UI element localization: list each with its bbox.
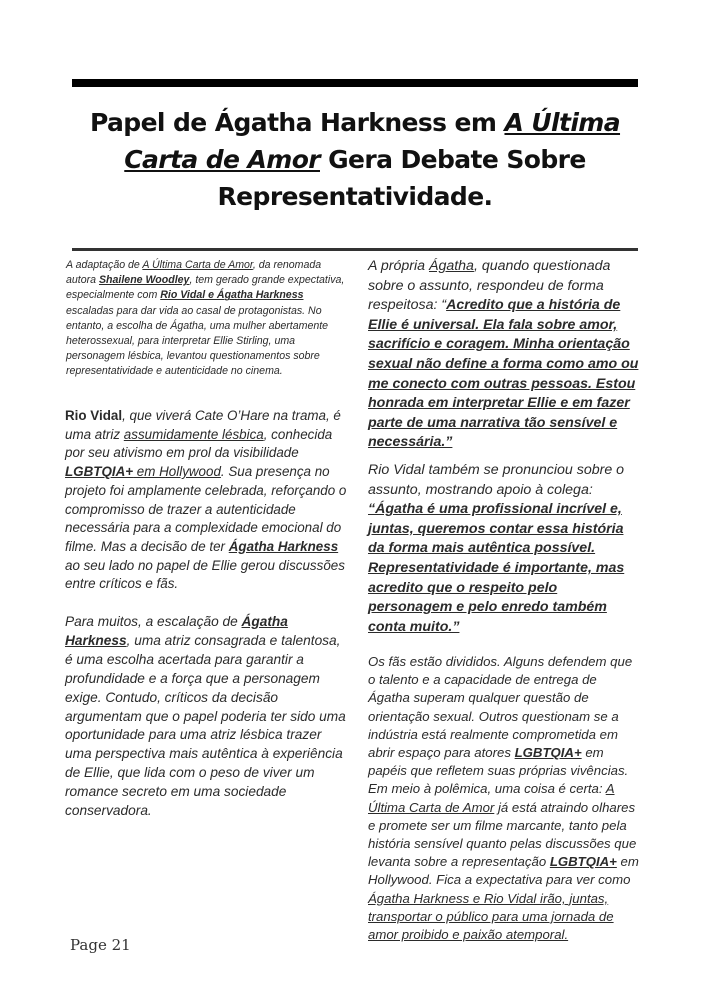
text: escaladas para dar vida ao casal de protagonistas. No entanto, a escolha de Ágatha, uma mulher abertamente heterossexual, para interpretar Ellie Stirling, uma personagem lésbica, levantou questionamentos sobre representatividade e autenticidade no cinema. [66, 304, 329, 378]
text: , tem gerado grande expectativa, especialmente com [66, 274, 345, 302]
text: , quando questionada sobre o assunto, respondeu de forma respeitosa: “ [368, 258, 611, 314]
lesbian-link[interactable]: assumidamente lésbica [123, 426, 264, 442]
author-link[interactable]: Shailene Woodley [98, 274, 190, 287]
agatha-link[interactable]: Ágatha [428, 258, 474, 274]
text: , uma atriz consagrada e talentosa, é uma escolha acertada para garantir a profundidade e a força que a personagem exige. Contudo, críticos da decisão argumentam que o papel poderia ter sido uma oportunidade para uma atriz lésbica trazer uma perspectiva mais autêntica à experiência de Ellie, que lida com o peso de viver um romance secreto em uma sociedade conservadora. [65, 632, 346, 819]
text: já está atraindo olhares e promete ser um filme marcante, tanto pela história sensível quanto pelas discussões que levanta sobre a representação [368, 799, 637, 870]
title-film-link[interactable]: A Última Carta de Amor [124, 108, 621, 174]
agatha-quote-paragraph [368, 257, 640, 453]
rio-quote-paragraph [368, 461, 640, 637]
text: , conhecida por seu ativismo em prol da visibilidade [65, 426, 333, 461]
film-link[interactable]: A Última Carta de Amor [142, 259, 253, 271]
rio-quote: “Ágatha é uma profissional incrível e, juntas, queremos contar essa história da forma mais autêntica possível. Representatividade é importante, mas acredito que o respeito pelo personagem e pelo enredo também conta muito.” [368, 501, 625, 635]
article-title [60, 104, 650, 215]
agatha-quote: Acredito que a história de Ellie é universal. Ela fala sobre amor, sacrifício e coragem. Minha orientação sexual não define a forma como amo ou me conecto com outras pessoas. Estou honrada em interpretar Ellie e em fazer parte de uma narrativa tão sensível e necessária.” [368, 297, 639, 451]
hollywood-link[interactable]: em Hollywood [133, 464, 221, 480]
title-text: Papel de Ágatha Harkness em [89, 108, 505, 137]
text: Rio Vidal também se pronunciou sobre o assunto, mostrando apoio à colega: [368, 462, 625, 498]
cast-link[interactable]: Rio Vidal e Ágatha Harkness [160, 289, 304, 302]
top-divider [72, 79, 638, 87]
rio-vidal-paragraph [65, 407, 347, 594]
agatha-link[interactable]: Ágatha Harkness [228, 538, 339, 554]
page-number: Page 21 [70, 936, 131, 954]
section-divider [72, 248, 638, 251]
fans-paragraph [368, 653, 640, 944]
lgbtqia-link[interactable]: LGBTQIA+ [514, 745, 582, 761]
lgbtqia-link[interactable]: LGBTQIA+ [549, 854, 617, 870]
bold-name: Rio Vidal [65, 408, 123, 423]
text: em Hollywood. Fica a expectativa para ver como [368, 854, 639, 888]
text: , que viverá Cate O’Hare na trama, é uma atriz [65, 408, 341, 442]
text: Para muitos, a escalação de [65, 614, 242, 629]
lgbtqia-link[interactable]: LGBTQIA+ [65, 464, 134, 480]
text: em papéis que refletem suas próprias vivências. Em meio à polêmica, uma coisa é certa: [368, 745, 629, 797]
intro-paragraph [66, 258, 348, 380]
text: A própria [368, 258, 429, 274]
text: Os fãs estão divididos. Alguns defendem que o talento e a capacidade de entrega de Ágatha superam qualquer questão de orientação sexual. Outros questionam se a indústria está realmente comprometida em abrir espaço para atores [368, 654, 633, 761]
closing-link[interactable]: Ágatha Harkness e Rio Vidal irão, juntas, transportar o público para uma jornada de amor proibido e paixão atemporal. [368, 890, 614, 943]
text: , da renomada autora [66, 259, 322, 287]
film-link[interactable]: A Última Carta de Amor [368, 781, 615, 815]
agatha-link[interactable]: Ágatha Harkness [65, 614, 288, 648]
text: A adaptação de [66, 259, 143, 271]
text: . Sua presença no projeto foi amplamente celebrada, reforçando o compromisso de trazer a autenticidade necessária para a complexidade emocional do filme. Mas a decisão de ter [65, 464, 347, 554]
title-text-end: Gera Debate Sobre Representatividade. [217, 145, 586, 211]
text: ao seu lado no papel de Ellie gerou discussões entre críticos e fãs. [65, 557, 345, 592]
casting-paragraph [65, 613, 347, 821]
